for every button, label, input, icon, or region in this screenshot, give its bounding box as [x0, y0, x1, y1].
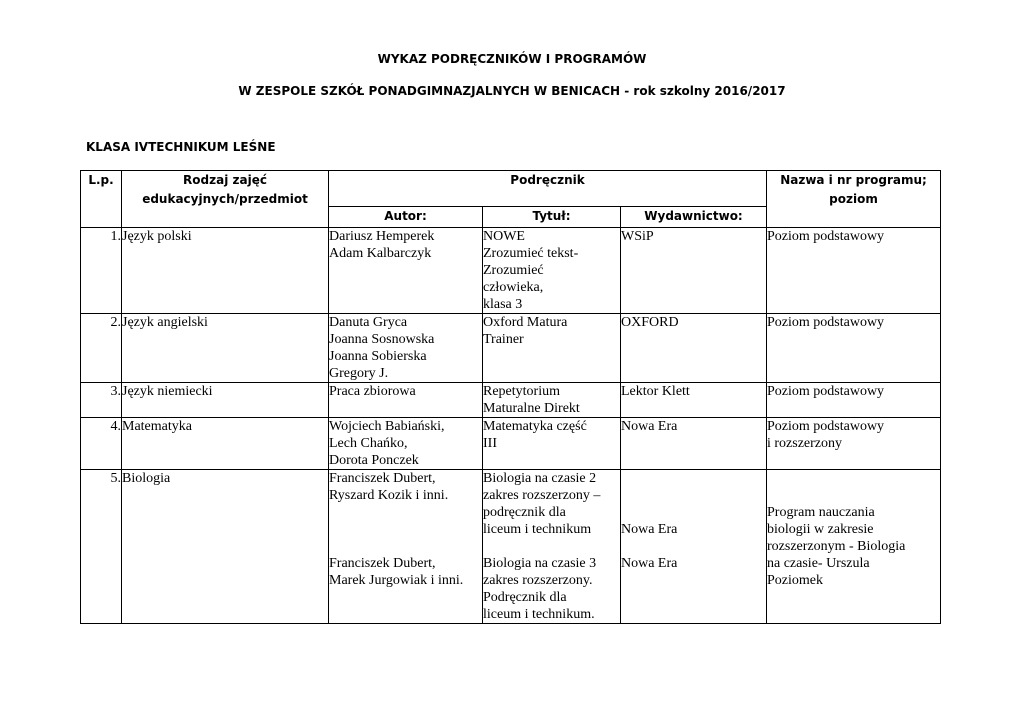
- title-line: Biologia na czasie 3: [483, 556, 597, 571]
- title-line: liceum i technikum: [483, 522, 592, 537]
- author-line: Franciszek Dubert,: [329, 556, 436, 571]
- author-line: Wojciech Babiański,: [329, 419, 445, 434]
- author-line: Danuta Gryca: [329, 315, 408, 330]
- program-line: Poziom podstawowy: [767, 315, 885, 330]
- row-number: 1.: [81, 228, 122, 314]
- header-subject-line2: edukacyjnych/przedmiot: [142, 192, 308, 206]
- title-line: Zrozumieć: [483, 263, 544, 278]
- table-row: [81, 470, 941, 624]
- title-line: klasa 3: [483, 297, 523, 312]
- program-cell: [767, 383, 941, 418]
- header-subject: [122, 171, 329, 228]
- table-row: [81, 228, 941, 314]
- header-textbook: Podręcznik: [329, 171, 767, 207]
- title-cell: [483, 470, 621, 624]
- row-number: 3.: [81, 383, 122, 418]
- title-cell: [483, 383, 621, 418]
- class-title: KLASA IVTECHNIKUM LEŚNE: [86, 140, 276, 154]
- row-number: 2.: [81, 314, 122, 383]
- title-line: podręcznik dla: [483, 505, 566, 520]
- author-line: Praca zbiorowa: [329, 384, 416, 399]
- title-line: Oxford Matura: [483, 315, 568, 330]
- title-line: zakres rozszerzony.: [483, 573, 593, 588]
- title-line: Biologia na czasie 2: [483, 471, 597, 486]
- textbook-table: [80, 170, 941, 624]
- author-line: Joanna Sobierska: [329, 349, 427, 364]
- title-line: zakres rozszerzony –: [483, 488, 601, 503]
- table-row: [81, 383, 941, 418]
- author-line: Ryszard Kozik i inni.: [329, 488, 449, 503]
- publisher-cell: Nowa Era: [621, 418, 767, 470]
- table-row: [81, 418, 941, 470]
- title-line: III: [483, 436, 497, 451]
- program-line: na czasie- Urszula: [767, 556, 870, 571]
- author-line: Gregory J.: [329, 366, 389, 381]
- program-line: rozszerzonym - Biologia: [767, 539, 906, 554]
- title-cell: [483, 228, 621, 314]
- subject-cell: Język angielski: [122, 314, 329, 383]
- publisher-cell: [621, 470, 767, 624]
- title-line: Zrozumieć tekst-: [483, 246, 579, 261]
- table-row: [81, 314, 941, 383]
- publisher-cell: OXFORD: [621, 314, 767, 383]
- title-line: NOWE: [483, 229, 525, 244]
- program-cell: [767, 418, 941, 470]
- title-line: Maturalne Direkt: [483, 401, 580, 416]
- author-cell: [329, 418, 483, 470]
- program-line: Poziom podstawowy: [767, 229, 885, 244]
- program-line: biologii w zakresie: [767, 522, 874, 537]
- author-cell: [329, 383, 483, 418]
- document-subtitle: W ZESPOLE SZKÓŁ PONADGIMNAZJALNYCH W BENICACH - rok szkolny 2016/2017: [238, 84, 786, 98]
- program-cell: [767, 228, 941, 314]
- author-line: Lech Chańko,: [329, 436, 408, 451]
- author-line: Dorota Ponczek: [329, 453, 419, 468]
- header-subject-line1: Rodzaj zajęć: [183, 173, 267, 187]
- author-line: Joanna Sosnowska: [329, 332, 435, 347]
- program-line: Poziom podstawowy: [767, 384, 885, 399]
- header-title: Tytuł:: [483, 207, 621, 228]
- program-line: i rozszerzony: [767, 436, 843, 451]
- program-line: Poziomek: [767, 573, 823, 588]
- header-program-line1: Nazwa i nr programu;: [780, 173, 927, 187]
- author-cell: [329, 228, 483, 314]
- publisher-cell: WSiP: [621, 228, 767, 314]
- header-lp: L.p.: [81, 171, 122, 228]
- header-row: [81, 171, 941, 207]
- row-number: 4.: [81, 418, 122, 470]
- author-cell: [329, 470, 483, 624]
- program-line: Program nauczania: [767, 505, 875, 520]
- title-line: Trainer: [483, 332, 524, 347]
- title-line: człowieka,: [483, 280, 544, 295]
- title-line: Matematyka część: [483, 419, 587, 434]
- title-line: Podręcznik dla: [483, 590, 567, 605]
- author-line: Marek Jurgowiak i inni.: [329, 573, 464, 588]
- header-program: [767, 171, 941, 228]
- header-publisher: Wydawnictwo:: [621, 207, 767, 228]
- title-cell: [483, 418, 621, 470]
- author-cell: [329, 314, 483, 383]
- row-number: 5.: [81, 470, 122, 624]
- publisher-line: Nowa Era: [621, 556, 678, 571]
- title-cell: [483, 314, 621, 383]
- header-author: Autor:: [329, 207, 483, 228]
- title-line: liceum i technikum.: [483, 607, 595, 622]
- publisher-line: Nowa Era: [621, 522, 678, 537]
- publisher-cell: Lektor Klett: [621, 383, 767, 418]
- program-cell: [767, 470, 941, 624]
- author-line: Adam Kalbarczyk: [329, 246, 432, 261]
- header-program-line2: poziom: [829, 192, 878, 206]
- program-line: Poziom podstawowy: [767, 419, 885, 434]
- subject-cell: Język niemiecki: [122, 383, 329, 418]
- author-line: Dariusz Hemperek: [329, 229, 435, 244]
- subject-cell: Matematyka: [122, 418, 329, 470]
- subject-cell: Język polski: [122, 228, 329, 314]
- author-line: Franciszek Dubert,: [329, 471, 436, 486]
- document-title: WYKAZ PODRĘCZNIKÓW I PROGRAMÓW: [377, 52, 647, 66]
- title-line: Repetytorium: [483, 384, 560, 399]
- subject-cell: Biologia: [122, 470, 329, 624]
- program-cell: [767, 314, 941, 383]
